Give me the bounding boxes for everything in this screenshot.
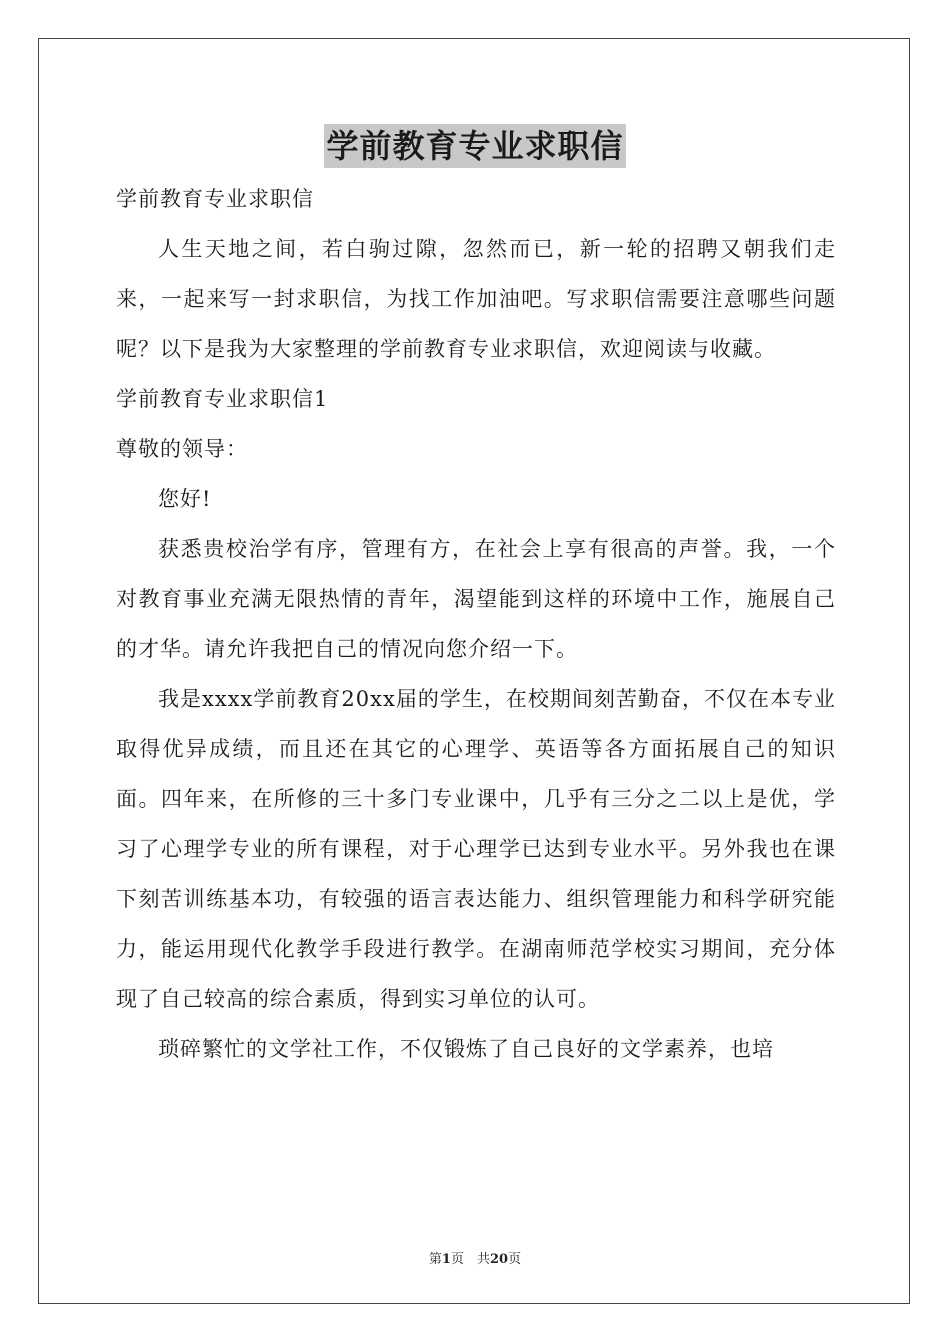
paragraph-body-1: 获悉贵校治学有序，管理有方，在社会上享有很高的声誉。我，一个对教育事业充满无限热情的青年，渴望能到这样的环境中工作，施展自己的才华。请允许我把自己的情况向您介绍一下。 bbox=[116, 537, 836, 661]
footer-page-number: 1 bbox=[441, 1252, 451, 1267]
footer-page-total: 20 bbox=[489, 1252, 509, 1267]
paragraph-salutation: 尊敬的领导： bbox=[116, 437, 248, 461]
page-footer bbox=[0, 1248, 950, 1267]
paragraph-heading: 学前教育专业求职信 bbox=[116, 187, 314, 211]
paragraph-body-2: 我是xxxx学前教育20xx届的学生，在校期间刻苦勤奋，不仅在本专业取得优异成绩，而且还在其它的心理学、英语等各方面拓展自己的知识面。四年来，在所修的三十多门专业课中，几乎有三分之二以上是优，学习了心理学专业的所有课程，对于心理学已达到专业水平。另外我也在课下刻苦训练基本功，有较强的语言表达能力、组织管理能力和科学研究能力，能运用现代化教学手段进行教学。在湖南师范学校实习期间，充分体现了自己较高的综合素质，得到实习单位的认可。 bbox=[116, 687, 836, 1011]
paragraph-greeting: 您好! bbox=[158, 487, 212, 511]
paragraph-subheading: 学前教育专业求职信1 bbox=[116, 387, 329, 411]
title-container bbox=[0, 124, 950, 168]
footer-prefix: 第 bbox=[428, 1252, 442, 1267]
paragraph-intro: 人生天地之间，若白驹过隙，忽然而已，新一轮的招聘又朝我们走来，一起来写一封求职信，为找工作加油吧。写求职信需要注意哪些问题呢？以下是我为大家整理的学前教育专业求职信，欢迎阅读与收藏。 bbox=[116, 237, 836, 361]
document-body bbox=[116, 174, 836, 1074]
footer-mid: 页 共 bbox=[450, 1252, 490, 1267]
document-title: 学前教育专业求职信 bbox=[324, 124, 625, 168]
footer-suffix: 页 bbox=[508, 1252, 522, 1267]
paragraph-body-3: 琐碎繁忙的文学社工作，不仅锻炼了自己良好的文学素养，也培 bbox=[158, 1037, 774, 1061]
